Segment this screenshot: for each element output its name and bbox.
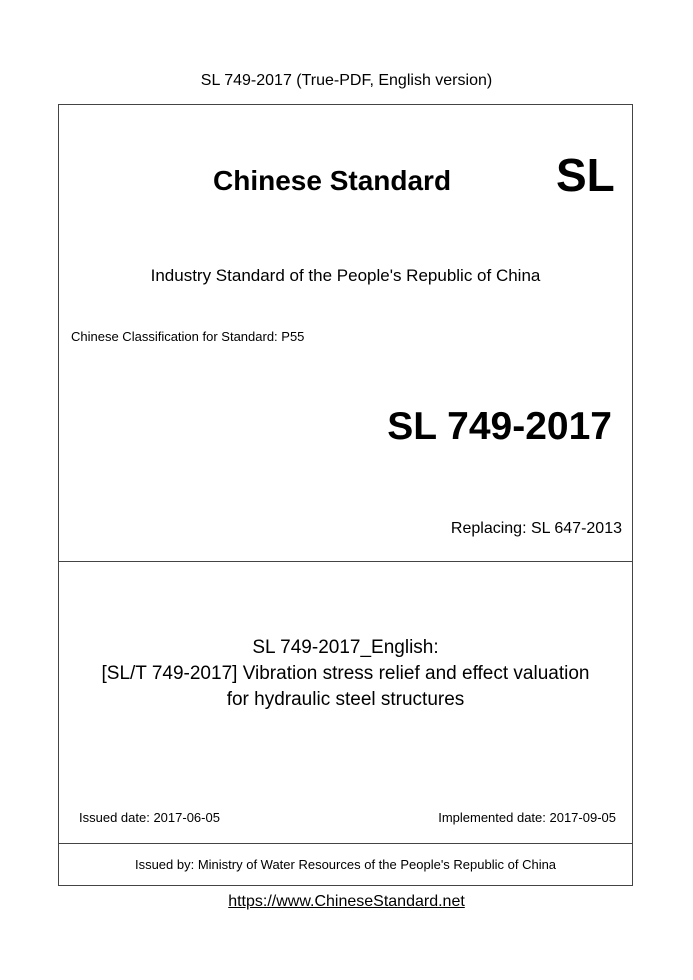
implemented-date: Implemented date: 2017-09-05 bbox=[438, 810, 616, 825]
description-line-3: for hydraulic steel structures bbox=[226, 689, 465, 710]
standard-description bbox=[59, 635, 632, 713]
description-line-2: [SL/T 749-2017] Vibration stress relief and effect valuation bbox=[101, 663, 590, 684]
description-line-1: SL 749-2017_English: bbox=[252, 637, 439, 658]
issued-date: Issued date: 2017-06-05 bbox=[79, 810, 220, 825]
industry-standard-line: Industry Standard of the People's Republic of China bbox=[150, 266, 541, 285]
standard-number: SL 749-2017 bbox=[387, 405, 612, 448]
classification-line: Chinese Classification for Standard: P55 bbox=[71, 329, 305, 344]
cover-heading: Chinese Standard bbox=[213, 165, 452, 196]
issuer-box: Issued by: Ministry of Water Resources of the People's Republic of China bbox=[59, 843, 632, 886]
cover-top-section bbox=[59, 105, 632, 562]
replacing-line: Replacing: SL 647-2013 bbox=[450, 520, 622, 537]
cover-frame bbox=[58, 104, 633, 886]
standard-code-prefix: SL bbox=[556, 149, 615, 201]
website-link[interactable]: https://www.ChineseStandard.net bbox=[228, 893, 465, 910]
document-header-title: SL 749-2017 (True-PDF, English version) bbox=[200, 72, 493, 89]
